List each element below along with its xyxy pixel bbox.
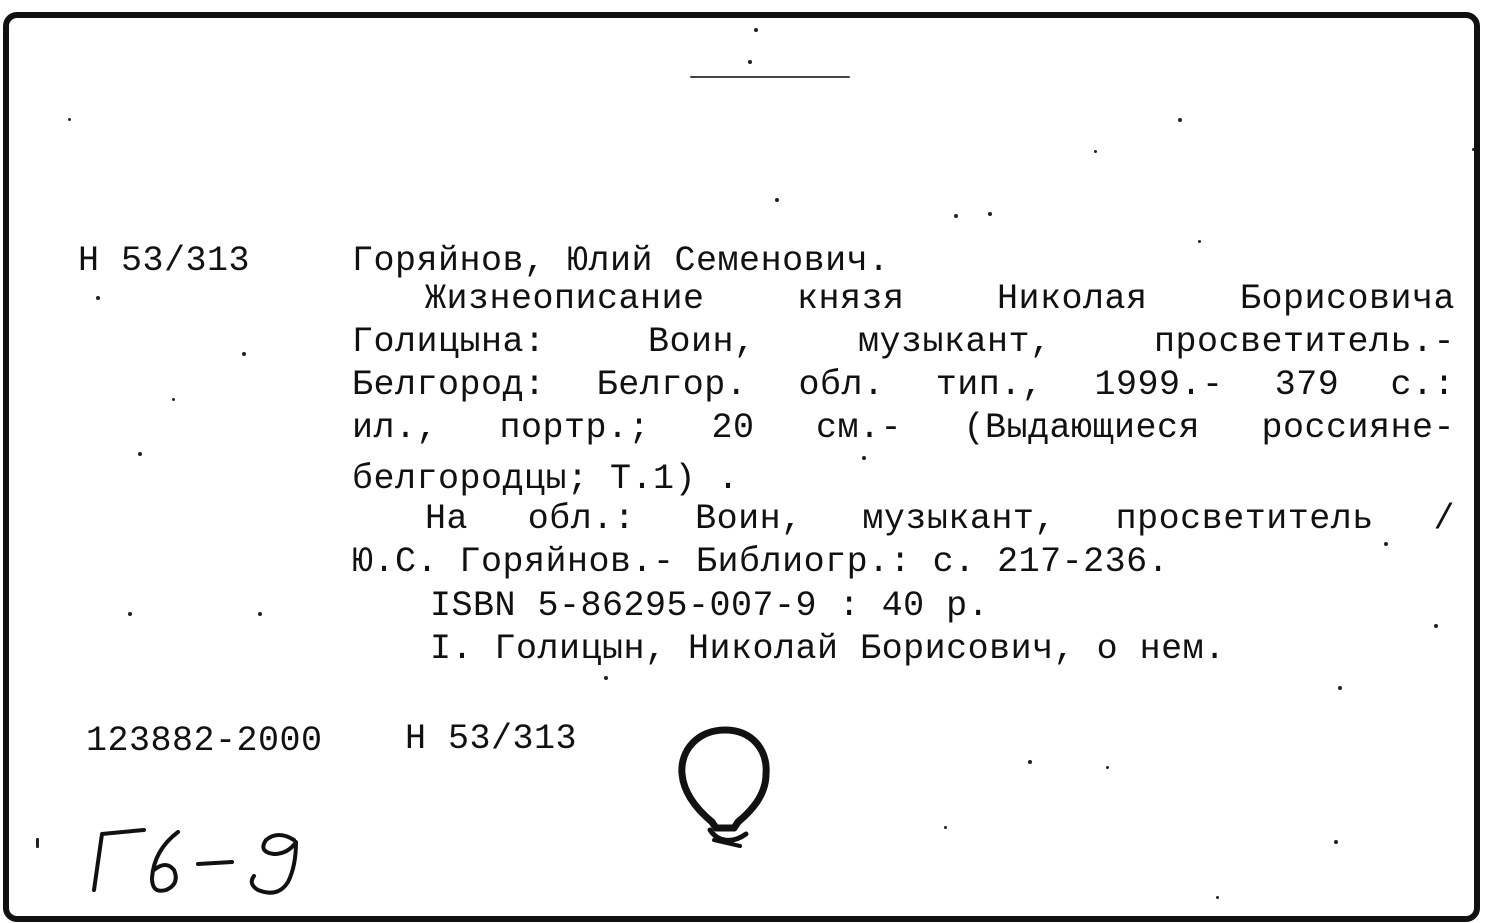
note-line-2: Ю.С. Горяйнов.- Библиогр.: с. 217-236. <box>352 542 1170 582</box>
speck <box>68 118 71 121</box>
author-heading: Горяйнов, Юлий Семенович. <box>352 241 890 281</box>
speck <box>1384 542 1388 546</box>
speck <box>172 398 175 401</box>
speck <box>1106 766 1109 769</box>
speck <box>954 214 958 218</box>
speck <box>988 212 992 216</box>
speck <box>1028 760 1032 764</box>
speck <box>1334 840 1338 844</box>
speck <box>1198 240 1201 243</box>
speck <box>862 456 866 460</box>
speck <box>690 76 850 78</box>
speck <box>1216 896 1219 899</box>
speck <box>1472 148 1475 151</box>
speck <box>36 838 39 848</box>
speck <box>1434 624 1438 628</box>
speck <box>258 612 262 616</box>
call-number: Н 53/313 <box>78 241 251 281</box>
description-line-1: Жизнеописание князя Николая Борисовича <box>425 279 1455 319</box>
speck <box>1338 686 1342 690</box>
speck <box>96 296 100 300</box>
accession-number: 123882-2000 <box>86 721 323 761</box>
handwritten-mark <box>82 820 332 900</box>
isbn-line: ISBN 5-86295-007-9 : 40 р. <box>430 586 990 626</box>
speck <box>604 676 608 680</box>
description-last-line: белгородцы; Т.1) . <box>352 459 740 499</box>
speck <box>242 352 246 356</box>
speck <box>754 28 758 32</box>
description-line-2: Голицына: Воин, музыкант, просветитель.- <box>352 322 1455 362</box>
speck <box>1094 150 1097 153</box>
description-line-4: ил., портр.; 20 см.- (Выдающиеся россияне- <box>352 408 1455 448</box>
punch-hole-icon <box>670 722 780 852</box>
note-line-1: На обл.: Воин, музыкант, просветитель / <box>425 499 1455 539</box>
call-number-bottom: Н 53/313 <box>405 719 578 759</box>
speck <box>128 612 132 616</box>
speck <box>1178 118 1182 122</box>
subject-entry: I. Голицын, Николай Борисович, о нем. <box>430 629 1226 669</box>
speck <box>944 826 947 829</box>
speck <box>775 198 779 202</box>
description-line-3: Белгород: Белгор. обл. тип., 1999.- 379 с.: <box>352 365 1455 405</box>
speck <box>138 452 142 456</box>
speck <box>748 60 752 64</box>
